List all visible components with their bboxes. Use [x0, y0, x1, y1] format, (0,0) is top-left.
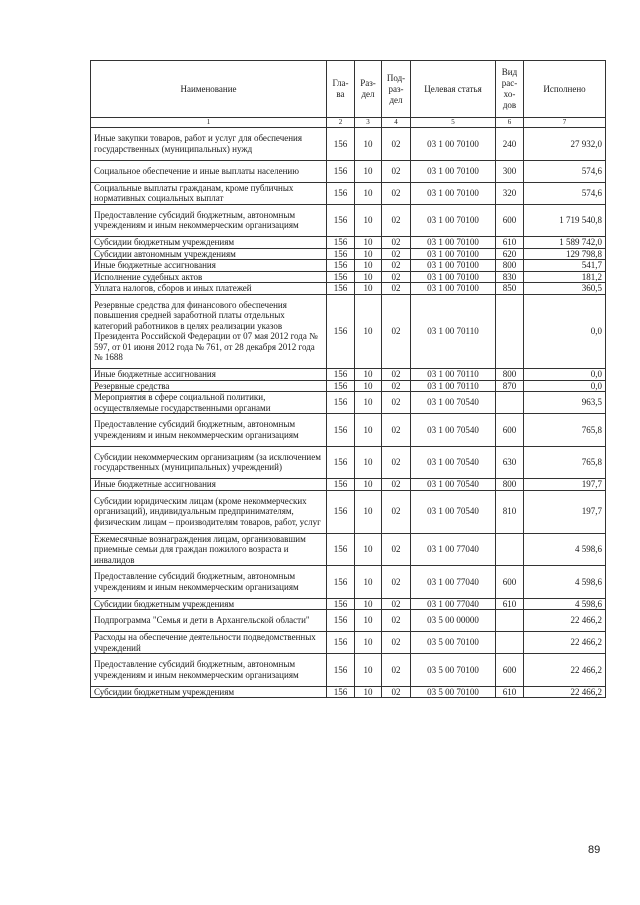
cell-razdel: 10 — [355, 654, 382, 687]
cell-razdel: 10 — [355, 610, 382, 632]
table-row — [91, 182, 606, 204]
cell-podrazdel: 02 — [382, 271, 411, 283]
cell-name: Мероприятия в сфере социальной политики, осуществляемые государственными органами — [91, 392, 327, 414]
cell-amount: 22 466,2 — [524, 686, 606, 698]
cell-glava: 156 — [327, 294, 355, 369]
cell-glava: 156 — [327, 566, 355, 599]
table-row — [91, 369, 606, 381]
cell-glava: 156 — [327, 490, 355, 533]
cell-target: 03 1 00 70100 — [411, 283, 496, 295]
cell-amount: 22 466,2 — [524, 610, 606, 632]
table-row — [91, 271, 606, 283]
cell-razdel: 10 — [355, 414, 382, 447]
header-glava: Гла-ва — [327, 61, 355, 118]
cell-razdel: 10 — [355, 160, 382, 182]
table-row — [91, 566, 606, 599]
cell-vid: 600 — [496, 414, 524, 447]
cell-vid: 600 — [496, 654, 524, 687]
cell-vid: 240 — [496, 128, 524, 161]
header-name: Наименование — [91, 61, 327, 118]
cell-target: 03 5 00 00000 — [411, 610, 496, 632]
cell-razdel: 10 — [355, 533, 382, 566]
cell-vid: 630 — [496, 446, 524, 479]
table-row — [91, 654, 606, 687]
cell-name: Иные бюджетные ассигнования — [91, 260, 327, 272]
cell-podrazdel: 02 — [382, 380, 411, 392]
cell-amount: 574,6 — [524, 160, 606, 182]
cell-target: 03 1 00 70100 — [411, 260, 496, 272]
cell-name: Субсидии некоммерческим организациям (за исключением государственных (муниципальных) учреждений) — [91, 446, 327, 479]
cell-razdel: 10 — [355, 566, 382, 599]
cell-target: 03 5 00 70100 — [411, 632, 496, 654]
cell-podrazdel: 02 — [382, 182, 411, 204]
column-number: 3 — [355, 118, 382, 128]
cell-razdel: 10 — [355, 479, 382, 491]
table-row — [91, 686, 606, 698]
cell-amount: 4 598,6 — [524, 533, 606, 566]
cell-vid: 610 — [496, 237, 524, 249]
cell-glava: 156 — [327, 533, 355, 566]
cell-razdel: 10 — [355, 380, 382, 392]
cell-target: 03 5 00 70100 — [411, 686, 496, 698]
cell-razdel: 10 — [355, 598, 382, 610]
cell-name: Социальное обеспечение и иные выплаты населению — [91, 160, 327, 182]
cell-razdel: 10 — [355, 128, 382, 161]
cell-target: 03 1 00 70540 — [411, 490, 496, 533]
cell-target: 03 1 00 70100 — [411, 248, 496, 260]
cell-razdel: 10 — [355, 248, 382, 260]
cell-vid: 830 — [496, 271, 524, 283]
table-header-row — [91, 61, 606, 118]
cell-name: Социальные выплаты гражданам, кроме публичных нормативных социальных выплат — [91, 182, 327, 204]
cell-vid: 870 — [496, 380, 524, 392]
cell-vid: 810 — [496, 490, 524, 533]
cell-podrazdel: 02 — [382, 260, 411, 272]
header-razdel: Раз-дел — [355, 61, 382, 118]
cell-podrazdel: 02 — [382, 610, 411, 632]
cell-vid: 610 — [496, 598, 524, 610]
cell-name: Исполнение судебных актов — [91, 271, 327, 283]
table-row — [91, 392, 606, 414]
cell-vid: 800 — [496, 479, 524, 491]
cell-name: Субсидии автономным учреждениям — [91, 248, 327, 260]
cell-razdel: 10 — [355, 632, 382, 654]
cell-podrazdel: 02 — [382, 283, 411, 295]
table-row — [91, 204, 606, 237]
cell-target: 03 1 00 70100 — [411, 271, 496, 283]
cell-amount: 197,7 — [524, 479, 606, 491]
cell-name: Субсидии юридическим лицам (кроме некоммерческих организаций), индивидуальным предпринимателям, физическим лицам – производителям товаров, работ, услуг — [91, 490, 327, 533]
cell-name: Субсидии бюджетным учреждениям — [91, 237, 327, 249]
cell-amount: 963,5 — [524, 392, 606, 414]
cell-podrazdel: 02 — [382, 479, 411, 491]
cell-target: 03 1 00 70100 — [411, 182, 496, 204]
cell-name: Иные бюджетные ассигнования — [91, 479, 327, 491]
cell-target: 03 1 00 70100 — [411, 237, 496, 249]
cell-podrazdel: 02 — [382, 446, 411, 479]
cell-podrazdel: 02 — [382, 392, 411, 414]
cell-target: 03 1 00 70100 — [411, 204, 496, 237]
cell-vid: 800 — [496, 369, 524, 381]
cell-glava: 156 — [327, 271, 355, 283]
column-number: 1 — [91, 118, 327, 128]
cell-name: Иные закупки товаров, работ и услуг для обеспечения государственных (муниципальных) нужд — [91, 128, 327, 161]
cell-vid — [496, 632, 524, 654]
cell-podrazdel: 02 — [382, 654, 411, 687]
column-number: 7 — [524, 118, 606, 128]
cell-vid: 620 — [496, 248, 524, 260]
cell-podrazdel: 02 — [382, 294, 411, 369]
column-number: 6 — [496, 118, 524, 128]
cell-amount: 1 589 742,0 — [524, 237, 606, 249]
cell-razdel: 10 — [355, 204, 382, 237]
column-number: 4 — [382, 118, 411, 128]
cell-glava: 156 — [327, 128, 355, 161]
cell-podrazdel: 02 — [382, 128, 411, 161]
cell-razdel: 10 — [355, 182, 382, 204]
cell-vid: 320 — [496, 182, 524, 204]
table-row — [91, 490, 606, 533]
budget-execution-table — [90, 60, 606, 698]
cell-podrazdel: 02 — [382, 204, 411, 237]
cell-vid: 600 — [496, 566, 524, 599]
cell-razdel: 10 — [355, 260, 382, 272]
cell-glava: 156 — [327, 182, 355, 204]
cell-amount: 22 466,2 — [524, 632, 606, 654]
cell-target: 03 1 00 77040 — [411, 598, 496, 610]
column-number-row — [91, 118, 606, 128]
cell-vid: 850 — [496, 283, 524, 295]
cell-podrazdel: 02 — [382, 686, 411, 698]
table-row — [91, 446, 606, 479]
cell-glava: 156 — [327, 686, 355, 698]
table-row — [91, 260, 606, 272]
cell-target: 03 1 00 70110 — [411, 294, 496, 369]
cell-razdel: 10 — [355, 490, 382, 533]
cell-target: 03 1 00 70540 — [411, 392, 496, 414]
cell-razdel: 10 — [355, 446, 382, 479]
cell-amount: 765,8 — [524, 446, 606, 479]
cell-razdel: 10 — [355, 283, 382, 295]
table-row — [91, 632, 606, 654]
cell-name: Субсидии бюджетным учреждениям — [91, 598, 327, 610]
cell-glava: 156 — [327, 380, 355, 392]
table-row — [91, 237, 606, 249]
cell-name: Субсидии бюджетным учреждениям — [91, 686, 327, 698]
cell-amount: 4 598,6 — [524, 598, 606, 610]
cell-razdel: 10 — [355, 392, 382, 414]
cell-name: Предоставление субсидий бюджетным, автономным учреждениям и иным некоммерческим организациям — [91, 414, 327, 447]
cell-glava: 156 — [327, 160, 355, 182]
cell-razdel: 10 — [355, 369, 382, 381]
cell-amount: 0,0 — [524, 380, 606, 392]
cell-glava: 156 — [327, 654, 355, 687]
cell-glava: 156 — [327, 392, 355, 414]
cell-glava: 156 — [327, 237, 355, 249]
table-row — [91, 533, 606, 566]
page-number: 89 — [588, 844, 601, 856]
table-row — [91, 128, 606, 161]
cell-target: 03 5 00 70100 — [411, 654, 496, 687]
cell-amount: 574,6 — [524, 182, 606, 204]
cell-target: 03 1 00 70110 — [411, 369, 496, 381]
cell-glava: 156 — [327, 446, 355, 479]
cell-target: 03 1 00 70540 — [411, 446, 496, 479]
cell-podrazdel: 02 — [382, 369, 411, 381]
cell-amount: 197,7 — [524, 490, 606, 533]
cell-amount: 765,8 — [524, 414, 606, 447]
cell-podrazdel: 02 — [382, 490, 411, 533]
table-row — [91, 610, 606, 632]
cell-podrazdel: 02 — [382, 414, 411, 447]
cell-name: Подпрограмма "Семья и дети в Архангельской области" — [91, 610, 327, 632]
cell-vid: 800 — [496, 260, 524, 272]
cell-glava: 156 — [327, 610, 355, 632]
cell-glava: 156 — [327, 598, 355, 610]
cell-razdel: 10 — [355, 294, 382, 369]
cell-name: Предоставление субсидий бюджетным, автономным учреждениям и иным некоммерческим организациям — [91, 654, 327, 687]
cell-name: Иные бюджетные ассигнования — [91, 369, 327, 381]
cell-amount: 360,5 — [524, 283, 606, 295]
cell-glava: 156 — [327, 248, 355, 260]
cell-amount: 0,0 — [524, 294, 606, 369]
cell-amount: 27 932,0 — [524, 128, 606, 161]
cell-vid — [496, 610, 524, 632]
cell-glava: 156 — [327, 260, 355, 272]
cell-glava: 156 — [327, 632, 355, 654]
cell-razdel: 10 — [355, 237, 382, 249]
cell-glava: 156 — [327, 479, 355, 491]
header-target: Целевая статья — [411, 61, 496, 118]
table-row — [91, 283, 606, 295]
cell-razdel: 10 — [355, 271, 382, 283]
cell-podrazdel: 02 — [382, 160, 411, 182]
cell-amount: 129 798,8 — [524, 248, 606, 260]
cell-target: 03 1 00 70100 — [411, 160, 496, 182]
table-row — [91, 380, 606, 392]
cell-amount: 1 719 540,8 — [524, 204, 606, 237]
column-number: 2 — [327, 118, 355, 128]
cell-target: 03 1 00 70110 — [411, 380, 496, 392]
cell-target: 03 1 00 77040 — [411, 566, 496, 599]
cell-vid — [496, 392, 524, 414]
cell-podrazdel: 02 — [382, 566, 411, 599]
cell-name: Резервные средства — [91, 380, 327, 392]
cell-amount: 181,2 — [524, 271, 606, 283]
cell-name: Ежемесячные вознаграждения лицам, организовавшим приемные семьи для граждан пожилого возраста и инвалидов — [91, 533, 327, 566]
cell-glava: 156 — [327, 414, 355, 447]
cell-name: Расходы на обеспечение деятельности подведомственных учреждений — [91, 632, 327, 654]
cell-vid: 610 — [496, 686, 524, 698]
cell-vid — [496, 533, 524, 566]
cell-razdel: 10 — [355, 686, 382, 698]
cell-glava: 156 — [327, 283, 355, 295]
cell-glava: 156 — [327, 369, 355, 381]
cell-amount: 22 466,2 — [524, 654, 606, 687]
table-row — [91, 598, 606, 610]
cell-podrazdel: 02 — [382, 237, 411, 249]
table-row — [91, 294, 606, 369]
table-row — [91, 248, 606, 260]
cell-target: 03 1 00 70540 — [411, 479, 496, 491]
table-row — [91, 160, 606, 182]
cell-podrazdel: 02 — [382, 598, 411, 610]
cell-amount: 4 598,6 — [524, 566, 606, 599]
header-podrazdel: Под-раз-дел — [382, 61, 411, 118]
cell-amount: 541,7 — [524, 260, 606, 272]
budget-table-container — [90, 60, 605, 698]
header-vid: Вид рас-хо-дов — [496, 61, 524, 118]
table-row — [91, 414, 606, 447]
cell-name: Уплата налогов, сборов и иных платежей — [91, 283, 327, 295]
cell-target: 03 1 00 77040 — [411, 533, 496, 566]
cell-name: Резервные средства для финансового обеспечения повышения средней заработной платы отдельных категорий работников в целях реализации указов Президента Российской Федерации от 07 мая 2012 года № 597, от 01 июня 2012 года № 761, от 28 декабря 2012 года № 1688 — [91, 294, 327, 369]
cell-vid: 600 — [496, 204, 524, 237]
cell-glava: 156 — [327, 204, 355, 237]
cell-vid — [496, 294, 524, 369]
table-row — [91, 479, 606, 491]
cell-podrazdel: 02 — [382, 248, 411, 260]
cell-target: 03 1 00 70100 — [411, 128, 496, 161]
header-executed: Исполнено — [524, 61, 606, 118]
column-number: 5 — [411, 118, 496, 128]
cell-podrazdel: 02 — [382, 533, 411, 566]
cell-vid: 300 — [496, 160, 524, 182]
cell-name: Предоставление субсидий бюджетным, автономным учреждениям и иным некоммерческим организациям — [91, 204, 327, 237]
cell-podrazdel: 02 — [382, 632, 411, 654]
cell-amount: 0,0 — [524, 369, 606, 381]
cell-name: Предоставление субсидий бюджетным, автономным учреждениям и иным некоммерческим организациям — [91, 566, 327, 599]
cell-target: 03 1 00 70540 — [411, 414, 496, 447]
